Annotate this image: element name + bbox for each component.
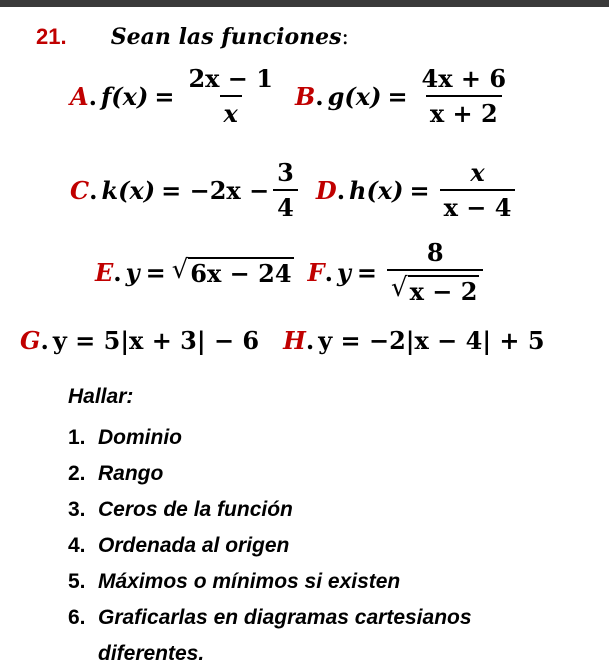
list-item: 5. Máximos o mínimos si existen <box>68 570 401 593</box>
list-item-continuation: diferentes. <box>98 642 205 665</box>
label-d: D <box>315 175 337 205</box>
function-c-name: k(x) <box>101 175 156 205</box>
list-item: 1. Dominio <box>68 426 182 449</box>
function-row-gh: G . y = 5|x + 3| − 6 H . y = −2|x − 4| + 5 <box>20 326 545 355</box>
problem-statement: Sean las funciones <box>110 24 342 50</box>
label-h: H <box>283 326 306 355</box>
function-f-sqrt: √ x − 2 <box>391 273 478 306</box>
function-b-denominator: x + 2 <box>426 95 502 128</box>
function-row-ef: E . y = √ 6x − 24 F . y = 8 √ x − 2 <box>95 238 487 306</box>
list-item: 3. Ceros de la función <box>68 498 293 521</box>
function-a-name: f(x) <box>100 81 149 111</box>
function-d-fraction <box>440 158 516 222</box>
list-item: 2. Rango <box>68 462 164 485</box>
list-item: 6. Graficarlas en diagramas cartesianos <box>68 606 472 629</box>
function-c-expr: = −2x − <box>161 175 270 205</box>
function-a-denominator: x <box>220 95 242 128</box>
label-a: A <box>70 81 89 111</box>
tasks-list <box>68 420 472 672</box>
statement-colon: : <box>341 25 349 50</box>
function-b-fraction <box>418 64 511 128</box>
function-row-ab: A . f(x) = $\frac{2x - 1}{x}$ B . g(x) = $\frac{4x + 6}{x + 2}$ <box>70 64 514 128</box>
list-item: 4. Ordenada al origen <box>68 534 290 557</box>
label-g: G <box>20 326 41 355</box>
tasks-heading: Hallar: <box>68 385 134 408</box>
function-c-denominator: 4 <box>273 189 298 222</box>
label-e: E <box>95 257 114 287</box>
function-g-expr: y = 5|x + 3| − 6 <box>52 326 260 355</box>
function-b-numerator: 4x + 6 <box>421 64 507 93</box>
function-a-fraction <box>184 64 277 128</box>
label-c: C <box>70 175 90 205</box>
function-d-numerator: x <box>470 158 485 187</box>
function-f-numerator: 8 <box>426 238 444 267</box>
label-f: F <box>307 257 325 287</box>
function-d-name: h(x) <box>349 175 404 205</box>
problem-number: 21. <box>36 24 67 49</box>
function-row-cd: C . k(x) = −2x − $\frac{3}{4}$ D . h(x) = $\frac{x}{x - 4}$ <box>70 158 519 222</box>
function-f-fraction <box>387 238 483 306</box>
function-e-radicand: 6x − 24 <box>190 258 292 288</box>
function-e-name: y <box>125 257 140 287</box>
label-b: B <box>294 81 316 111</box>
problem-header <box>36 24 349 50</box>
function-f-radicand: x − 2 <box>409 277 478 306</box>
function-c-fraction <box>273 158 298 222</box>
function-h-expr: y = −2|x − 4| + 5 <box>318 326 545 355</box>
function-f-name: y <box>336 257 351 287</box>
top-border <box>0 0 609 7</box>
function-c-numerator: 3 <box>277 158 294 187</box>
function-b-name: g(x) <box>327 81 382 111</box>
function-d-denominator: x − 4 <box>440 189 516 222</box>
function-e-sqrt: √ 6x − 24 <box>171 254 292 288</box>
function-a-numerator: 2x − 1 <box>188 64 273 93</box>
